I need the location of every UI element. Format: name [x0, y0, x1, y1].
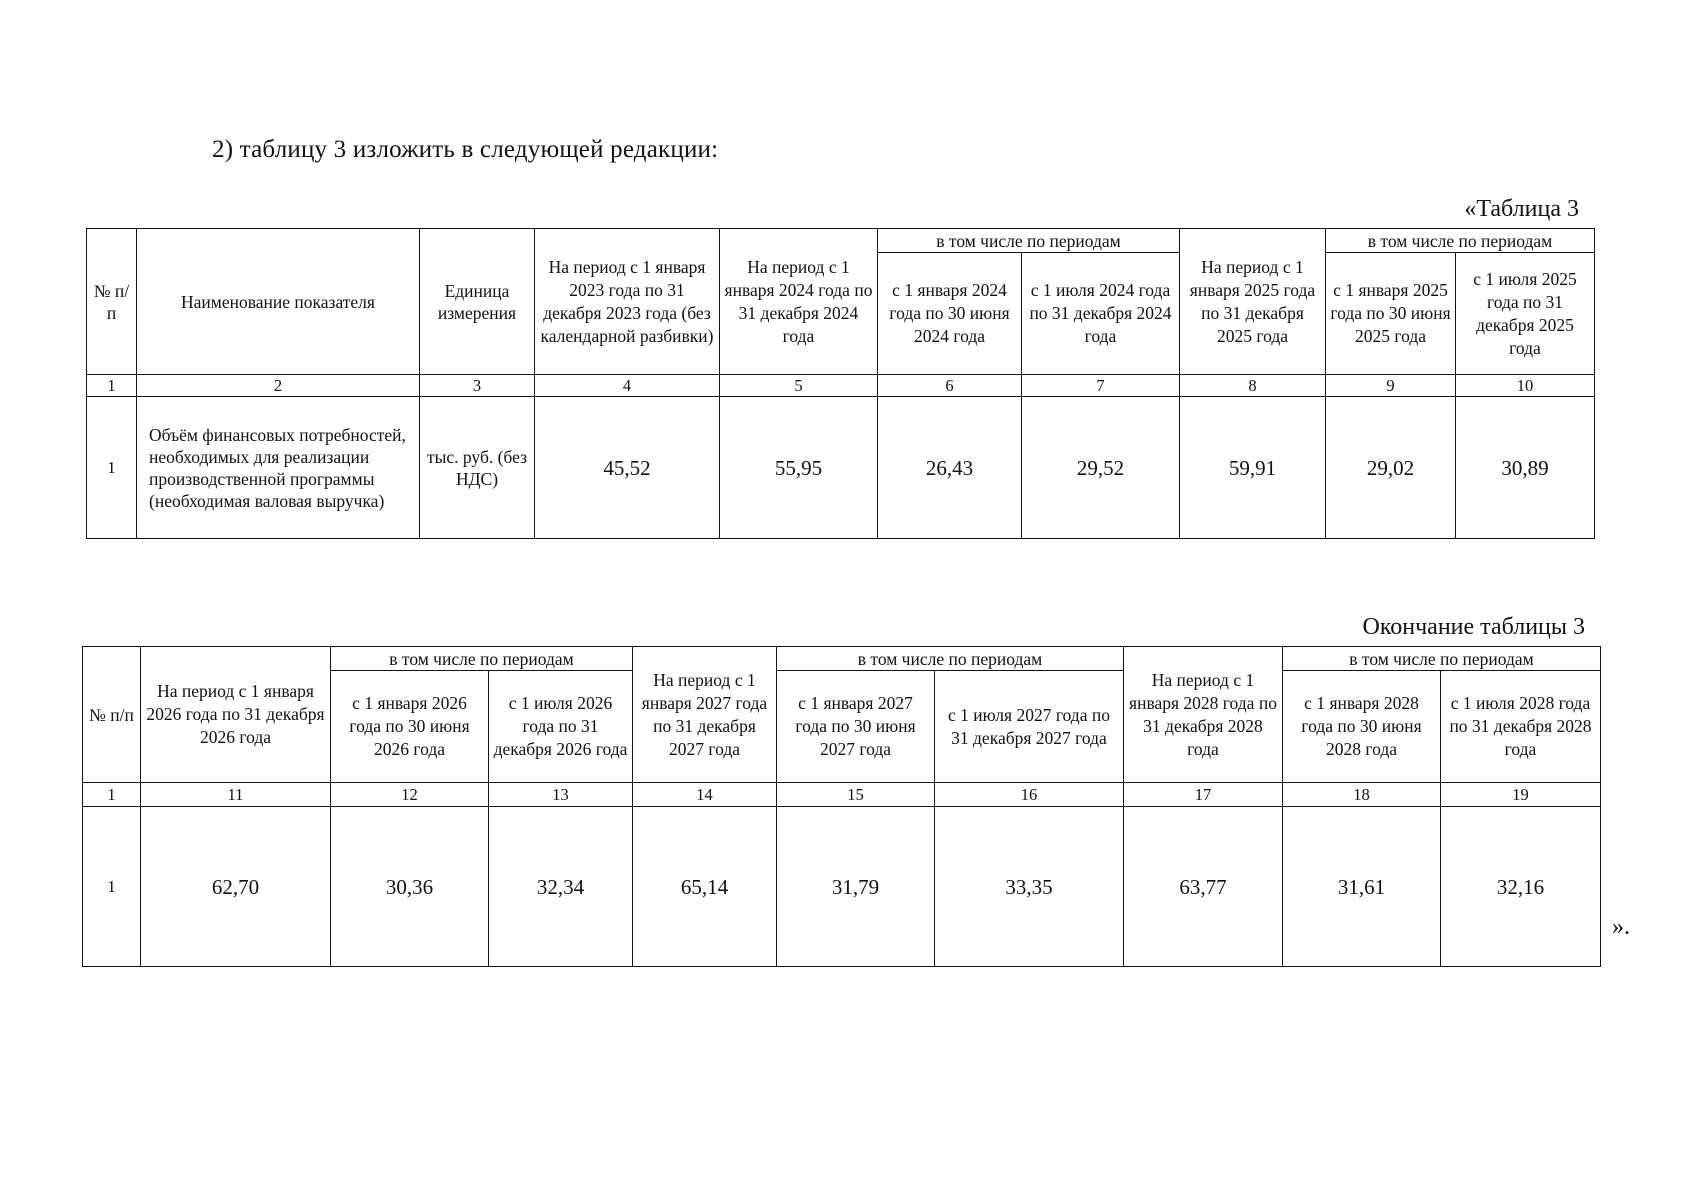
table2-column-numbers-row — [83, 783, 1601, 807]
value-cell: 32,34 — [489, 807, 633, 967]
value-cell: 33,35 — [935, 807, 1124, 967]
value-cell: 62,70 — [141, 807, 331, 967]
table1-column-numbers-row — [87, 375, 1595, 397]
header-group-2028: в том числе по периодам — [1283, 647, 1601, 671]
header-period-2025-h2: с 1 июля 2025 года по 31 декабря 2025 года — [1456, 253, 1595, 375]
value-cell: 30,36 — [331, 807, 489, 967]
header-period-2027-h1: с 1 января 2027 года по 30 июня 2027 года — [777, 671, 935, 783]
value-cell: 29,02 — [1326, 397, 1456, 539]
col-number: 1 — [83, 783, 141, 807]
header-period-2028-h2: с 1 июля 2028 года по 31 декабря 2028 года — [1441, 671, 1601, 783]
value-cell: 31,61 — [1283, 807, 1441, 967]
header-group-2024: в том числе по периодам — [878, 229, 1180, 253]
amendment-intro: 2) таблицу 3 изложить в следующей редакции: — [212, 136, 719, 163]
value-cell: 31,79 — [777, 807, 935, 967]
table1-caption: «Таблица 3 — [1464, 196, 1579, 222]
unit-value: тыс. руб. (без НДС) — [420, 397, 535, 539]
table2-header-row — [83, 647, 1601, 671]
value-cell: 45,52 — [535, 397, 720, 539]
col-number: 7 — [1022, 375, 1180, 397]
col-number: 9 — [1326, 375, 1456, 397]
value-cell: 55,95 — [720, 397, 878, 539]
header-indicator-name: Наименование показателя — [137, 229, 420, 375]
value-cell: 30,89 — [1456, 397, 1595, 539]
header-period-2024-h2: с 1 июля 2024 года по 31 декабря 2024 года — [1022, 253, 1180, 375]
header-period-2026: На период с 1 января 2026 года по 31 декабря 2026 года — [141, 647, 331, 783]
table1-header-row — [87, 229, 1595, 253]
col-number: 16 — [935, 783, 1124, 807]
col-number: 6 — [878, 375, 1022, 397]
header-period-2027-h2: с 1 июля 2027 года по 31 декабря 2027 года — [935, 671, 1124, 783]
value-cell: 59,91 — [1180, 397, 1326, 539]
table-3-continuation — [82, 646, 1601, 967]
header-period-2028-h1: с 1 января 2028 года по 30 июня 2028 года — [1283, 671, 1441, 783]
header-num: № п/п — [87, 229, 137, 375]
col-number: 17 — [1124, 783, 1283, 807]
value-cell: 63,77 — [1124, 807, 1283, 967]
header-group-2027: в том числе по периодам — [777, 647, 1124, 671]
col-number: 12 — [331, 783, 489, 807]
col-number: 15 — [777, 783, 935, 807]
header-period-2023: На период с 1 января 2023 года по 31 декабря 2023 года (без календарной разбивки) — [535, 229, 720, 375]
value-cell: 29,52 — [1022, 397, 1180, 539]
header-group-2026: в том числе по периодам — [331, 647, 633, 671]
table-3-main — [86, 228, 1595, 539]
col-number: 10 — [1456, 375, 1595, 397]
col-number: 2 — [137, 375, 420, 397]
col-number: 14 — [633, 783, 777, 807]
value-cell: 26,43 — [878, 397, 1022, 539]
header-period-2024: На период с 1 января 2024 года по 31 декабря 2024 года — [720, 229, 878, 375]
col-number: 11 — [141, 783, 331, 807]
value-cell: 32,16 — [1441, 807, 1601, 967]
header-period-2026-h2: с 1 июля 2026 года по 31 декабря 2026 года — [489, 671, 633, 783]
col-number: 3 — [420, 375, 535, 397]
value-cell: 65,14 — [633, 807, 777, 967]
header-group-2025: в том числе по периодам — [1326, 229, 1595, 253]
header-period-2024-h1: с 1 января 2024 года по 30 июня 2024 года — [878, 253, 1022, 375]
header-num: № п/п — [83, 647, 141, 783]
closing-quote: ». — [1612, 914, 1630, 940]
header-period-2028: На период с 1 января 2028 года по 31 декабря 2028 года — [1124, 647, 1283, 783]
header-unit: Единица измерения — [420, 229, 535, 375]
col-number: 18 — [1283, 783, 1441, 807]
indicator-name: Объём финансовых потребностей, необходимых для реализации производственной программы (необходимая валовая выручка) — [137, 397, 420, 539]
col-number: 8 — [1180, 375, 1326, 397]
col-number: 5 — [720, 375, 878, 397]
table2-caption: Окончание таблицы 3 — [1362, 614, 1585, 640]
col-number: 19 — [1441, 783, 1601, 807]
col-number: 1 — [87, 375, 137, 397]
header-period-2027: На период с 1 января 2027 года по 31 декабря 2027 года — [633, 647, 777, 783]
header-period-2025: На период с 1 января 2025 года по 31 декабря 2025 года — [1180, 229, 1326, 375]
table-row — [83, 807, 1601, 967]
row-num: 1 — [87, 397, 137, 539]
row-num: 1 — [83, 807, 141, 967]
table-row — [87, 397, 1595, 539]
header-period-2025-h1: с 1 января 2025 года по 30 июня 2025 года — [1326, 253, 1456, 375]
header-period-2026-h1: с 1 января 2026 года по 30 июня 2026 года — [331, 671, 489, 783]
col-number: 4 — [535, 375, 720, 397]
col-number: 13 — [489, 783, 633, 807]
